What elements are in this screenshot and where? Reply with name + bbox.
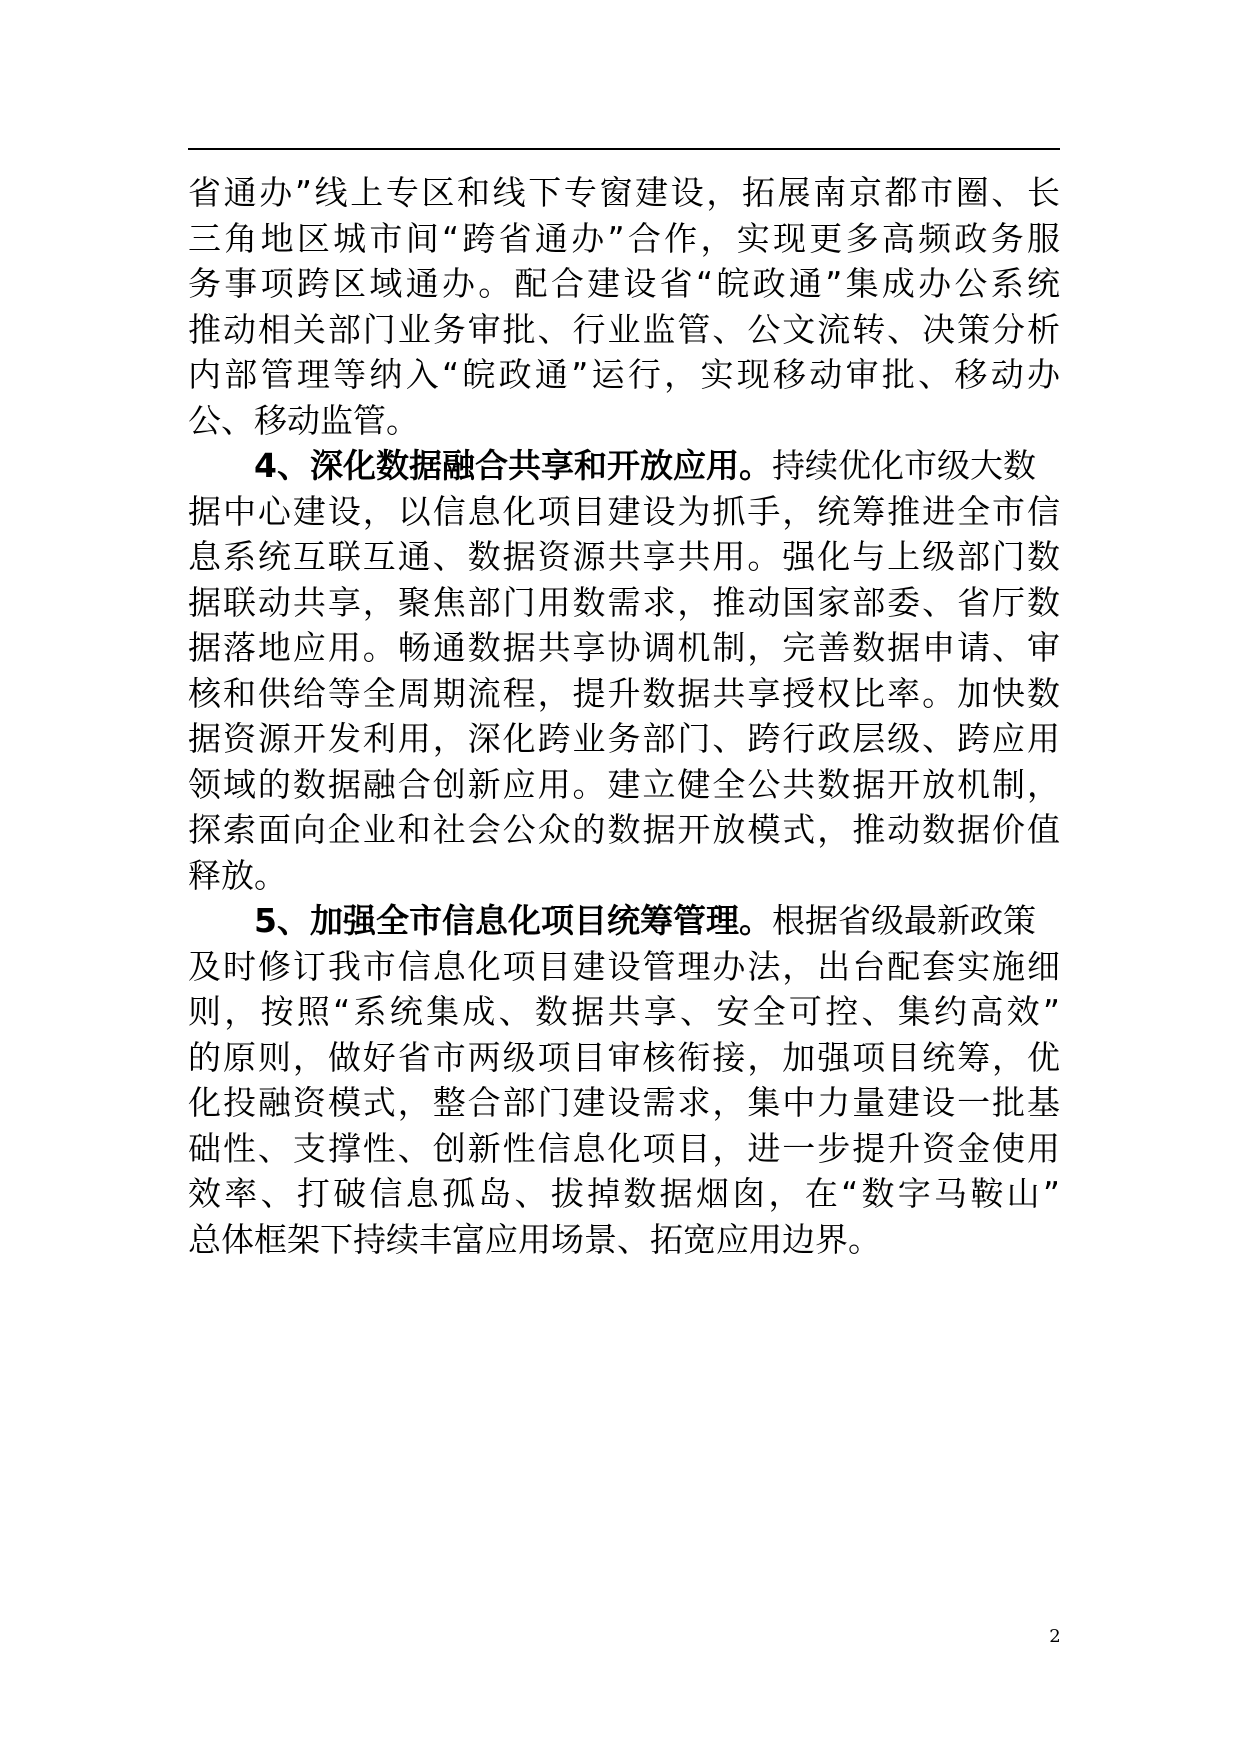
text-line: 释放。 [188,855,287,895]
section-heading: 5、加强全市信息化项目统筹管理。 [254,901,772,940]
document-body [188,170,1060,1262]
paragraph-first-line [188,443,1060,489]
text-line: 础性、支撑性、创新性信息化项目，进一步提升资金使用 [188,1128,1060,1168]
text-line: 推动相关部门业务审批、行业监管、公文流转、决策分析 [188,309,1060,349]
text-line: 据落地应用。畅通数据共享协调机制，完善数据申请、审 [188,628,1060,667]
text-line: 据资源开发利用，深化跨业务部门、跨行政层级、跨应用 [188,719,1060,758]
paragraph-4 [188,443,1060,898]
section-heading: 4、深化数据融合共享和开放应用。 [254,446,772,485]
header-rule [188,148,1060,150]
text-line: 据联动共享，聚焦部门用数需求，推动国家部委、省厅数 [188,582,1060,622]
text-run: 持续优化市级大数 [771,446,1036,485]
page-number: 2 [1049,1626,1061,1647]
text-line: 核和供给等全周期流程，提升数据共享授权比率。加快数 [188,673,1060,713]
paragraph-5 [188,898,1060,1262]
text-line: 领域的数据融合创新应用。建立健全公共数据开放机制， [188,764,1060,804]
text-line: 据中心建设，以信息化项目建设为抓手，统筹推进全市信 [188,491,1060,531]
text-line: 三角地区城市间“跨省通办”合作，实现更多高频政务服 [188,218,1060,258]
text-line: 总体框架下持续丰富应用场景、拓宽应用边界。 [188,1219,881,1259]
text-line: 则，按照“系统集成、数据共享、安全可控、集约高效” [188,992,1060,1031]
paragraph-first-line [188,898,1060,944]
text-line: 公、移动监管。 [188,400,419,440]
text-line: 省通办”线上专区和线下专窗建设，拓展南京都市圈、长 [188,173,1060,212]
text-line: 化投融资模式，整合部门建设需求，集中力量建设一批基 [188,1083,1060,1122]
text-line: 的原则，做好省市两级项目审核衔接，加强项目统筹，优 [188,1037,1060,1077]
text-line: 务事项跨区域通办。配合建设省“皖政通”集成办公系统 [188,264,1060,303]
text-line: 效率、打破信息孤岛、拔掉数据烟囱，在“数字马鞍山” [188,1174,1060,1213]
text-run: 根据省级最新政策 [771,901,1036,940]
text-line: 及时修订我市信息化项目建设管理办法，出台配套实施细 [188,946,1060,986]
text-line: 息系统互联互通、数据资源共享共用。强化与上级部门数 [188,537,1060,576]
text-line: 内部管理等纳入“皖政通”运行，实现移动审批、移动办 [188,355,1060,394]
text-line: 探索面向企业和社会公众的数据开放模式，推动数据价值 [188,810,1060,849]
paragraph-continuation [188,170,1060,443]
